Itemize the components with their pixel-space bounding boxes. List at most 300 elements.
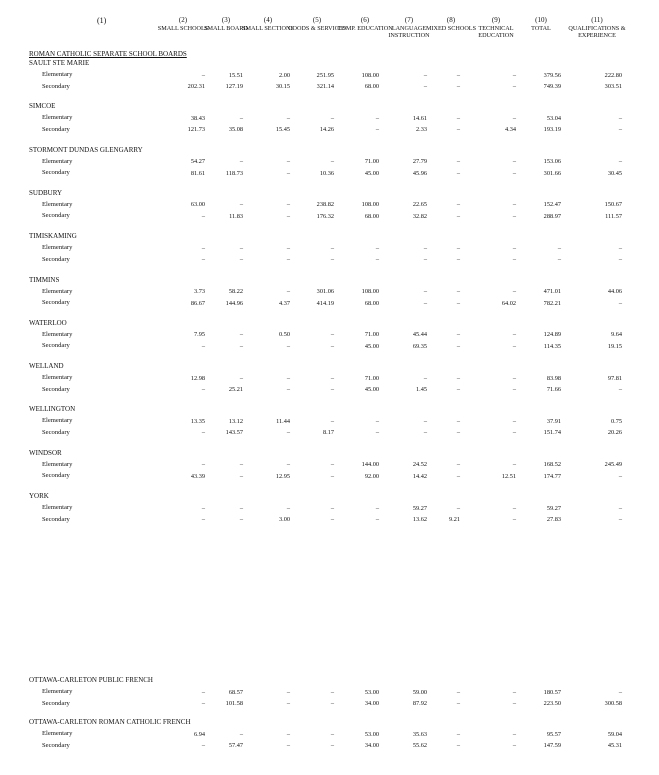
table-cell: 0.75 [610,417,622,425]
table-cell: – [330,730,334,738]
row-label: Secondary [42,342,70,350]
table-cell: 2.00 [278,71,290,79]
table-cell: 71.66 [546,386,561,394]
table-cell: 59.00 [412,688,427,696]
row-label: Secondary [42,125,70,133]
table-cell: – [286,244,290,252]
table-cell: 1.45 [415,386,427,394]
table-cell: 25.21 [228,386,243,394]
table-cell: – [239,730,243,738]
column-1-header: (1) [97,16,107,25]
table-cell: 151.74 [543,429,561,437]
section-title: ROMAN CATHOLIC SEPARATE SCHOOL BOARDS [29,50,187,58]
table-cell: – [512,504,516,512]
table-cell: 13.12 [228,417,243,425]
board-name: YORK [29,492,49,500]
table-cell: – [239,461,243,469]
table-cell: – [456,417,460,425]
table-cell: 45.00 [364,169,379,177]
table-cell: 168.52 [543,461,561,469]
row-label: Secondary [42,515,70,523]
table-cell: 15.45 [275,126,290,134]
table-cell: – [456,730,460,738]
table-cell: – [330,374,334,382]
table-cell: – [286,374,290,382]
table-cell: – [618,386,622,394]
table-cell: – [330,516,334,523]
table-cell: – [512,688,516,696]
table-cell: 13.62 [412,516,427,523]
table-cell: – [512,742,516,749]
table-cell: – [512,730,516,738]
table-cell: – [618,256,622,264]
table-cell: – [286,730,290,738]
table-cell: – [239,201,243,209]
table-cell: – [286,386,290,394]
table-cell: – [330,244,334,252]
table-cell: – [286,742,290,749]
table-cell: 27.79 [412,158,427,166]
table-cell: 59.27 [412,504,427,512]
table-cell: 44.06 [607,288,622,295]
table-cell: – [330,331,334,339]
table-cell: – [201,461,205,469]
table-cell: – [201,244,205,252]
table-cell: – [423,417,427,425]
table-cell: 118.73 [225,169,243,177]
table-cell: 202.31 [187,83,205,90]
board-name: WELLAND [29,362,64,371]
table-cell: – [239,516,243,523]
table-cell: 245.49 [604,461,622,469]
table-cell: – [330,342,334,350]
table-cell: – [423,83,427,90]
table-cell: 45.31 [607,742,622,749]
table-cell: – [330,504,334,512]
table-cell: – [375,256,379,264]
table-cell: 108.00 [361,288,379,295]
table-cell: – [239,374,243,382]
table-cell: 11.83 [229,212,243,220]
table-cell: 14.26 [319,126,334,134]
table-cell: 34.00 [364,700,379,707]
column-number: (11) [591,16,603,24]
table-cell: 150.67 [604,201,622,209]
table-cell: – [456,472,460,480]
table-cell: 68.00 [364,212,379,220]
table-cell: 83.98 [546,374,561,382]
table-cell: 45.00 [364,342,379,350]
table-cell: 92.00 [364,472,379,480]
table-cell: – [618,244,622,252]
table-cell: 68.57 [228,688,243,696]
column-number: (4) [263,16,273,24]
table-cell: 27.83 [546,516,561,523]
table-cell: 379.56 [543,71,561,79]
table-cell: 8.17 [322,429,334,437]
table-cell: 59.27 [546,504,561,512]
table-cell: – [456,342,460,350]
table-cell: – [375,114,379,122]
row-label: Secondary [42,428,70,436]
table-cell: 3.73 [193,288,205,295]
board-name: OTTAWA-CARLETON PUBLIC FRENCH [29,676,153,684]
table-cell: – [456,688,460,696]
table-cell: – [456,700,460,707]
table-cell: – [201,688,205,696]
table-cell: – [375,516,379,523]
table-cell: 97.81 [607,374,622,382]
column-number: (8) [446,16,456,24]
column-number: (2) [178,16,188,24]
table-cell: 69.35 [412,342,427,350]
table-cell: 68.00 [364,83,379,90]
table-cell: – [456,331,460,339]
column-number: (9) [491,16,501,24]
table-cell: – [423,429,427,437]
table-cell: – [286,688,290,696]
table-cell: – [286,158,290,166]
table-cell: – [201,516,205,523]
table-cell: – [512,114,516,122]
table-cell: 251.95 [316,71,334,79]
table-cell: 95.57 [546,730,561,738]
table-cell: – [456,212,460,220]
board-name: SIMCOE [29,102,56,111]
table-cell: 22.65 [412,201,427,209]
table-cell: – [286,461,290,469]
table-cell: 3.00 [278,516,290,523]
table-cell: 153.06 [543,158,561,166]
table-cell: – [456,201,460,209]
table-cell: – [456,256,460,264]
table-cell: 45.00 [364,386,379,394]
table-cell: – [512,331,516,339]
table-cell: – [512,212,516,220]
table-cell: – [286,342,290,350]
table-cell: 9.64 [610,331,622,339]
table-cell: – [456,386,460,394]
row-label: Secondary [42,212,70,220]
table-cell: – [239,244,243,252]
row-label: Elementary [42,374,73,382]
table-cell: – [423,374,427,382]
board-name: SUDBURY [29,188,63,197]
table-cell: – [375,504,379,512]
table-cell: 53.04 [546,114,561,122]
column-label: GOODS & SERVICES [288,24,346,32]
table-cell: – [201,700,205,707]
table-cell: – [330,417,334,425]
board-name: WINDSOR [29,448,62,457]
table-cell: – [201,212,205,220]
table-cell: – [618,688,622,696]
row-label: Secondary [42,741,70,749]
table-cell: – [286,700,290,707]
table-cell: – [512,71,516,79]
table-cell: – [286,256,290,264]
table-cell: 55.62 [412,742,427,749]
row-label: Elementary [42,71,73,78]
table-cell: – [375,417,379,425]
table-cell: – [618,158,622,166]
table-cell: 63.00 [190,201,205,209]
table-cell: – [456,71,460,79]
table-cell: – [423,299,427,307]
table-cell: – [286,429,290,437]
table-cell: 53.00 [364,730,379,738]
column-label: SMALL BOARD [204,24,248,32]
table-cell: 144.96 [225,299,243,307]
row-label: Elementary [42,114,73,122]
table-cell: 38.43 [190,114,205,122]
table-cell: – [330,114,334,122]
table-cell: – [512,700,516,707]
table-cell: – [456,83,460,90]
table-cell: – [375,429,379,437]
table-cell: – [618,516,622,523]
table-cell: 238.82 [316,201,334,209]
board-name: TIMISKAMING [29,232,77,241]
table-cell: – [512,429,516,437]
table-cell: – [330,461,334,469]
table-cell: – [456,126,460,134]
table-cell: – [286,212,290,220]
table-cell: 288.97 [543,212,561,220]
table-cell: 303.51 [604,83,622,90]
column-number: (5) [312,16,322,24]
table-cell: – [201,504,205,512]
table-cell: – [512,342,516,350]
table-cell: – [618,299,622,307]
table-cell: – [239,342,243,350]
table-cell: 7.95 [193,331,205,339]
row-label: Elementary [42,330,73,338]
table-cell: 300.58 [604,700,622,707]
row-label: Secondary [42,299,70,306]
board-name: TIMMINS [29,275,60,284]
table-cell: – [512,83,516,90]
table-cell: 57.47 [228,742,243,749]
table-cell: – [618,114,622,122]
table-cell: – [286,288,290,295]
table-cell: 749.39 [543,83,561,90]
table-cell: 0.50 [278,331,290,339]
table-cell: – [512,288,516,295]
table-cell: 81.61 [190,169,205,177]
table-cell: 108.00 [361,71,379,79]
table-cell: – [423,71,427,79]
table-cell: 30.15 [275,83,290,90]
table-cell: – [557,256,561,264]
table-cell: – [239,331,243,339]
row-label: Secondary [42,385,70,393]
table-cell: – [201,71,205,79]
table-cell: – [423,244,427,252]
board-name: WATERLOO [29,318,67,327]
table-cell: – [286,169,290,177]
table-cell: – [330,700,334,707]
table-cell: – [330,688,334,696]
table-cell: – [512,201,516,209]
table-cell: 12.95 [275,472,290,480]
table-cell: 45.44 [412,331,427,339]
table-cell: – [201,342,205,350]
table-cell: – [456,244,460,252]
table-cell: – [456,504,460,512]
table-cell: 43.39 [190,472,205,480]
table-cell: – [512,417,516,425]
table-cell: 108.00 [361,201,379,209]
table-cell: – [618,126,622,134]
table-cell: – [557,244,561,252]
table-cell: – [239,472,243,480]
table-cell: 9.21 [448,516,460,523]
table-cell: 32.82 [412,212,427,220]
column-label: TECHNICAL EDUCATION [478,24,514,39]
table-cell: 4.37 [278,299,290,307]
table-cell: 64.02 [501,299,516,307]
table-cell: 321.14 [316,83,334,90]
row-label: Elementary [42,504,73,511]
table-cell: – [512,516,516,523]
board-name: STORMONT DUNDAS GLENGARRY [29,145,143,154]
table-cell: 174.77 [543,472,561,480]
board-name: SAULT STE MARIE [29,59,90,67]
table-cell: 144.00 [361,461,379,469]
table-cell: 30.45 [607,169,622,177]
table-cell: 176.32 [316,212,334,220]
table-cell: – [512,374,516,382]
table-cell: 2.33 [415,126,427,134]
table-cell: 15.51 [228,71,243,79]
table-cell: – [286,114,290,122]
table-cell: 101.58 [225,700,243,707]
column-label: MIXED SCHOOLS [425,24,477,32]
column-label: SMALL SECTIONS [242,24,294,32]
table-cell: 301.66 [543,169,561,177]
column-label: SMALL SCHOOLS [157,24,209,32]
table-cell: – [512,256,516,264]
column-number: (10) [535,16,547,24]
table-cell: – [456,461,460,469]
table-cell: – [330,256,334,264]
table-cell: 34.00 [364,742,379,749]
table-cell: 71.00 [364,158,379,166]
table-cell: – [456,374,460,382]
table-cell: 127.19 [225,83,243,90]
row-label: Elementary [42,287,73,295]
table-cell: 111.57 [605,212,622,220]
table-cell: – [201,429,205,437]
table-cell: 53.00 [364,688,379,696]
table-cell: – [201,386,205,394]
table-cell: 12.98 [190,374,205,382]
column-header [511,17,571,32]
row-label: Elementary [42,460,73,468]
table-cell: 782.21 [543,299,561,307]
column-number: (6) [360,16,370,24]
board-name: WELLINGTON [29,405,76,414]
row-label: Elementary [42,157,73,165]
table-cell: – [239,114,243,122]
table-cell: – [330,742,334,749]
table-cell: 11.44 [276,417,290,425]
table-cell: 114.35 [543,342,561,350]
table-cell: – [456,429,460,437]
table-cell: – [330,472,334,480]
table-cell: – [286,201,290,209]
table-cell: 10.36 [319,169,334,177]
table-cell: 71.00 [364,374,379,382]
table-cell: 19.15 [607,342,622,350]
table-cell: – [456,158,460,166]
table-cell: 35.63 [412,730,427,738]
table-cell: 223.50 [543,700,561,707]
table-cell: – [423,288,427,295]
table-cell: – [201,742,205,749]
table-cell: 35.08 [228,126,243,134]
board-name: OTTAWA-CARLETON ROMAN CATHOLIC FRENCH [29,718,191,726]
table-cell: – [286,504,290,512]
table-cell: – [456,114,460,122]
table-cell: 193.19 [543,126,561,134]
table-cell: – [512,244,516,252]
table-cell: 24.52 [412,461,427,469]
table-cell: 414.19 [316,299,334,307]
row-label: Secondary [42,699,70,707]
table-cell: – [512,386,516,394]
row-label: Secondary [42,255,70,263]
table-cell: 6.94 [193,730,205,738]
column-number: (7) [404,16,414,24]
table-cell: – [239,158,243,166]
table-cell: 37.91 [546,417,561,425]
table-cell: 143.57 [225,429,243,437]
table-cell: – [512,461,516,469]
table-cell: 121.73 [187,126,205,134]
table-cell: – [375,244,379,252]
table-cell: 471.01 [543,288,561,295]
table-cell: 152.47 [543,201,561,209]
table-cell: 301.06 [316,288,334,295]
column-label: COMP. EDUCATION [337,24,393,32]
table-cell: 124.89 [543,331,561,339]
column-label: QUALIFICATIONS & EXPERIENCE [568,24,626,39]
row-label: Secondary [42,169,70,177]
table-cell: – [618,472,622,480]
table-cell: – [423,256,427,264]
table-cell: 68.00 [364,299,379,307]
table-cell: – [618,504,622,512]
row-label: Secondary [42,472,70,480]
table-cell: – [456,299,460,307]
table-cell: 14.61 [412,114,427,122]
table-cell: 4.34 [504,126,516,134]
row-label: Elementary [42,417,73,425]
table-cell: – [239,256,243,264]
table-cell: 13.35 [190,417,205,425]
table-cell: – [456,169,460,177]
table-cell: – [512,169,516,177]
table-cell: 45.96 [412,169,427,177]
table-cell: 147.59 [543,742,561,749]
table-cell: 54.27 [190,158,205,166]
table-cell: – [201,256,205,264]
table-cell: 58.22 [228,288,243,295]
table-cell: 14.42 [412,472,427,480]
table-cell: 20.26 [607,429,622,437]
